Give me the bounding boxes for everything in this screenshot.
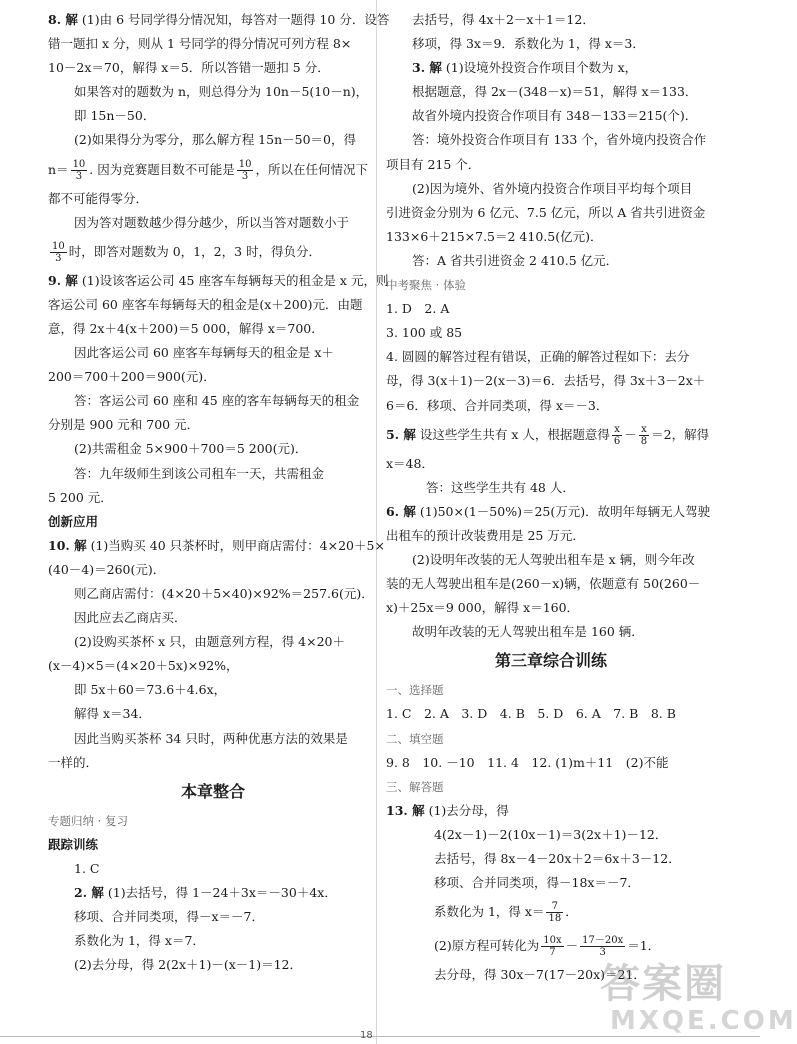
text-line: 都不可能得零分． [48, 190, 149, 206]
problem-number: 2. 解 [74, 885, 104, 900]
text-line: 意，得 2x＋4(x＋200)＝5 000，解得 x＝700． [48, 320, 324, 336]
text-line: 4. 圆圆的解答过程有错误，正确的解答过程如下：去分 [386, 349, 690, 365]
text-line: 如果答对的题数为 n，则总得分为 10n－5(10－n)， [74, 84, 369, 100]
text-line: 即 15n－50． [74, 108, 156, 124]
text-line: 答：境外投资合作项目有 133 个，省外境内投资合作 [412, 132, 707, 148]
text-line: (2)设购买茶杯 x 只，由题意列方程，得 4×20＋ [74, 634, 346, 650]
text-line-with-fraction: $\frac{10}{3}$ 时，即答对题数为 0，1，2，3 时，得负分． [52, 240, 321, 264]
text-line-with-fraction: 5. 解 设这些学生共有 x 人，根据题意得 $\frac{x}{6}$ － $\frac{x}{8}$ ＝2，解得 [386, 423, 710, 447]
section-subheading: 专题归纳 · 复习 [48, 813, 128, 828]
fraction: $\frac{17-20x}{3}$ [582, 935, 624, 959]
section-heading: 跟踪训练 [48, 836, 99, 852]
text-line: 一样的． [48, 754, 99, 770]
answer-line: 3. 100 或 85 [386, 325, 463, 341]
text-line: 答：这些学生共有 48 人． [426, 479, 575, 495]
answer-line: 1. C 2. A 3. D 4. B 5. D 6. A 7. B 8. B [386, 706, 676, 722]
fraction: $\frac{x}{8}$ [640, 423, 648, 447]
text-line: 解得 x＝34． [74, 706, 151, 722]
fraction: $\frac{10}{3}$ [72, 158, 86, 182]
text-line: 系数化为 1，得 x＝7． [74, 933, 205, 949]
chapter-title: 第三章综合训练 [494, 651, 607, 671]
text-line: 故省外境内投资合作项目有 348－133＝215(个)． [412, 108, 698, 124]
text-line: (2)设明年改装的无人驾驶出租车是 x 辆，则今年改 [412, 551, 695, 567]
page-number: 18 [360, 1030, 373, 1041]
watermark-url: MXQE.COM [610, 1006, 797, 1036]
text-line: 即 5x＋60＝73.6＋4.6x， [74, 682, 227, 698]
text-line: 5 200 元． [48, 489, 113, 505]
text-line-with-fraction: (2)原方程可转化为 $\frac{10x}{7}$ － $\frac{17-20x}{3}$ ＝1． [434, 935, 661, 959]
text-line: 13. 解 (1)去分母，得 [386, 802, 509, 818]
text-line: 去分母，得 30x－7(17－20x)＝21． [434, 967, 646, 983]
text-line: 客运公司 60 座客车每辆每天的租金是(x＋200)元．由题 [48, 296, 363, 312]
text-line: 引进资金分别为 6 亿元、7.5 亿元，所以 A 省共引进资金 [386, 204, 706, 220]
text-line: 分别是 900 元和 700 元． [48, 417, 200, 433]
text-line: (2)如果得分为零分，那么解方程 15n－50＝0，得 [74, 132, 356, 148]
fraction: $\frac{10}{3}$ [238, 158, 252, 182]
problem-number: 5. 解 [386, 426, 416, 442]
text-line: 答：客运公司 60 座和 45 座的客车每辆每天的租金 [74, 393, 360, 409]
text-line: 4(2x－1)－2(10x－1)＝3(2x＋1)－12． [434, 826, 668, 842]
text-line: (2)共需租金 5×900＋700＝5 200(元)． [74, 441, 308, 457]
answer-line: 9. 8 10. －10 11. 4 12. (1)m＋11 (2)不能 [386, 754, 669, 770]
text-line: 答：九年级师生到该公司租车一天，共需租金 [74, 465, 325, 481]
text-line: 因此当购买茶杯 34 只时，两种优惠方法的效果是 [74, 730, 348, 746]
text-line: 项目有 215 个． [386, 156, 481, 172]
left-column [48, 8, 390, 977]
section-subheading: 二、填空题 [386, 731, 444, 746]
text-line: 移项，得 3x＝9．系数化为 1，得 x＝3． [412, 36, 645, 52]
page-bottom-rule [0, 1036, 760, 1037]
text-line: 出租车的预计改装费用是 25 万元． [386, 527, 585, 543]
text-line: 因此客运公司 60 座客车每辆每天的租金是 x＋ [74, 345, 334, 361]
text-line: 6. 解 (1)50×(1－50%)＝25(万元)．故明年每辆无人驾驶 [386, 503, 711, 519]
text-line: 答：A 省共引进资金 2 410.5 亿元． [412, 252, 619, 268]
text-line: (40－4)＝260(元)． [48, 561, 166, 577]
text-line: (x－4)×5＝(4×20＋5x)×92%， [48, 658, 239, 674]
problem-number: 6. 解 [386, 503, 416, 519]
text-line: 母，得 3(x＋1)－2(x－3)＝6．去括号，得 3x＋3－2x＋ [386, 373, 706, 389]
text-line: 根据题意，得 2x－(348－x)＝51，解得 x＝133． [412, 84, 698, 100]
answer-line: 1. D 2. A [386, 301, 450, 317]
text-line: 133×6＋215×7.5＝2 410.5(亿元)． [386, 228, 603, 244]
answer-line: 1. C [74, 860, 100, 876]
problem-number: 9. 解 [48, 272, 78, 288]
text-line: 错一题扣 x 分，则从 1 号同学的得分情况可列方程 8× [48, 36, 352, 52]
right-column [386, 8, 716, 987]
problem-number: 8. 解 [48, 12, 78, 27]
problem-number: 10. 解 [48, 537, 87, 553]
text-line: 8. 解 (1)由 6 号同学得分情况知，每答对一题得 10 分．设答 [48, 12, 390, 27]
problem-number: 3. 解 [412, 60, 442, 76]
chapter-title: 本章整合 [180, 781, 245, 801]
text-line: 装的无人驾驶出租车是(260－x)辆，依题意有 50(260－ [386, 576, 701, 592]
text-line: 去括号，得 8x－4－20x＋2＝6x＋3－12． [434, 851, 681, 866]
text-line: 因此应去乙商店买． [74, 610, 187, 626]
section-subheading: 一、选择题 [386, 683, 444, 698]
fraction: $\frac{x}{6}$ [613, 423, 621, 447]
text-line: 移项、合并同类项，得－18x＝－7． [434, 875, 640, 891]
text-line: (2)因为境外、省外境内投资合作项目平均每个项目 [412, 180, 693, 196]
text-line: 3. 解 (1)设境外投资合作项目个数为 x， [412, 60, 638, 76]
section-subheading: 三、解答题 [386, 779, 444, 794]
text-line: 6＝6．移项、合并同类项，得 x＝－3． [386, 397, 609, 413]
text-line: 则乙商店需付：(4×20＋5×40)×92%＝257.6(元)． [74, 585, 374, 601]
text-line: 9. 解 (1)设该客运公司 45 座客车每辆每天的租金是 x 元，则 [48, 272, 389, 288]
fraction: $\frac{10}{3}$ [52, 240, 65, 264]
section-heading: 创新应用 [48, 513, 99, 529]
text-line: 去括号，得 4x＋2－x＋1＝12． [412, 12, 595, 27]
text-line: (2)去分母，得 2(2x＋1)－(x－1)＝12． [74, 957, 303, 973]
watermark-logo-text: 答案圈 [600, 961, 726, 1007]
text-line-with-fraction: n＝ $\frac{10}{3}$ . 因为竞赛题目数不可能是 $\frac{10}{3}$ ，所以在任何情况下 [48, 158, 368, 182]
text-line: 故明年改装的无人驾驶出租车是 160 辆． [412, 624, 644, 640]
text-line: x＝48． [386, 455, 434, 471]
text-line: 10－2x＝70，解得 x＝5．所以答错一题扣 5 分． [48, 60, 330, 76]
text-line: 10. 解 (1)当购买 40 只茶杯时，则甲商店需付：4×20＋5× [48, 537, 385, 553]
section-subheading: 中考聚焦 · 体验 [386, 278, 466, 293]
fraction: $\frac{10x}{7}$ [543, 935, 562, 959]
fraction: $\frac{7}{18}$ [548, 901, 562, 925]
problem-number: 13. 解 [386, 802, 425, 818]
text-line: 200＝700＋200＝900(元)． [48, 369, 216, 385]
text-line-with-fraction: 系数化为 1，得 x＝ $\frac{7}{18}$ ． [434, 901, 578, 925]
text-line: 2. 解 (1)去括号，得 1－24＋3x＝－30＋4x． [74, 885, 337, 900]
text-line: 移项、合并同类项，得－x＝－7． [74, 909, 265, 925]
text-line: x)＋25x＝9 000，解得 x＝160． [386, 600, 580, 616]
text-line: 因为答对题数越少得分越少，所以当答对题数小于 [74, 214, 350, 230]
